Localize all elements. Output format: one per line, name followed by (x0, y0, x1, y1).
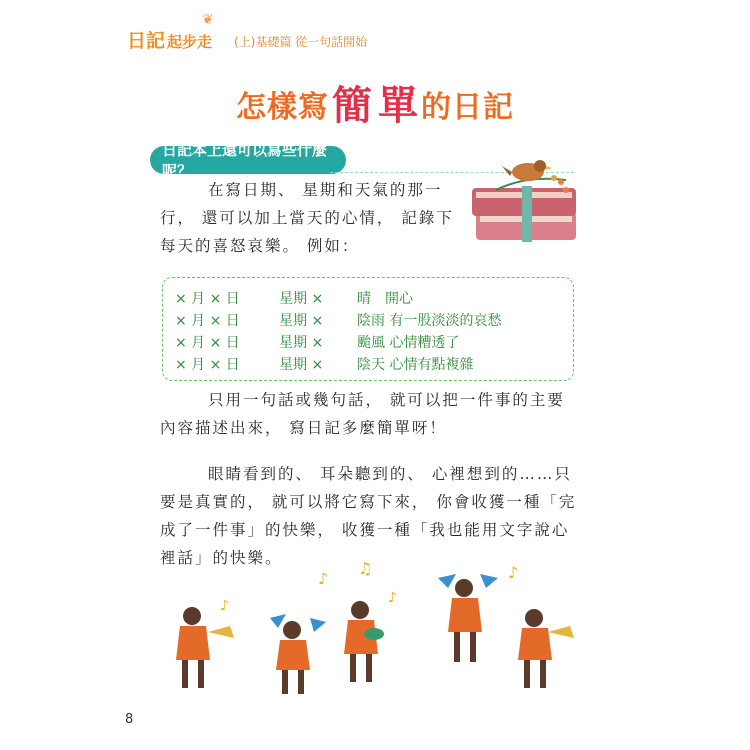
brand-sub: 起步走 (167, 33, 213, 51)
example-row: × 月 × 日 星期 × 陰雨 有一股淡淡的哀愁 (175, 313, 502, 329)
example-row: × 月 × 日 星期 × 晴 開心 (175, 291, 413, 307)
svg-text:♫: ♫ (358, 560, 373, 578)
books-bird-illustration (466, 150, 586, 260)
page-title (0, 76, 750, 129)
paragraph-3: 眼睛看到的、 耳朵聽到的、 心裡想到的……只要是真實的， 就可以將它寫下來， 你會收獲一種「完成了一件事」的快樂， 收獲一種「我也能用文字說心裡話」的快樂。 (160, 465, 577, 567)
title-char1: 簡 (332, 83, 372, 129)
section-heading: 日記本上還可以寫些什麼呢？ (150, 146, 346, 174)
svg-text:♪: ♪ (508, 563, 519, 582)
example-row: × 月 × 日 星期 × 颱風 心情糟透了 (175, 335, 460, 351)
brand-main: 日記 (127, 30, 166, 52)
page-number: 8 (125, 712, 134, 727)
title-part2: 的日記 (421, 90, 514, 125)
header-subtitle: (上)基礎篇 從一句話開始 (234, 35, 368, 49)
example-box (162, 277, 574, 381)
leaf-icon: ❦ (202, 12, 214, 28)
example-row: × 月 × 日 星期 × 陰天 心情有點複雜 (175, 357, 474, 373)
svg-text:♪: ♪ (388, 590, 397, 606)
title-char2: 單 (378, 83, 418, 129)
paragraph-2: 只用一句話或幾句話， 就可以把一件事的主要內容描述出來， 寫日記多麼簡單呀！ (160, 391, 565, 437)
title-part1: 怎樣寫 (236, 90, 329, 125)
header-brand (127, 26, 212, 54)
svg-text:♪: ♪ (318, 569, 329, 588)
dancing-kids-illustration (150, 560, 590, 700)
svg-text:♪: ♪ (220, 598, 229, 614)
paragraph-1: 在寫日期、 星期和天氣的那一行， 還可以加上當天的心情， 記錄下每天的喜怒哀樂。 例如： (160, 181, 454, 255)
